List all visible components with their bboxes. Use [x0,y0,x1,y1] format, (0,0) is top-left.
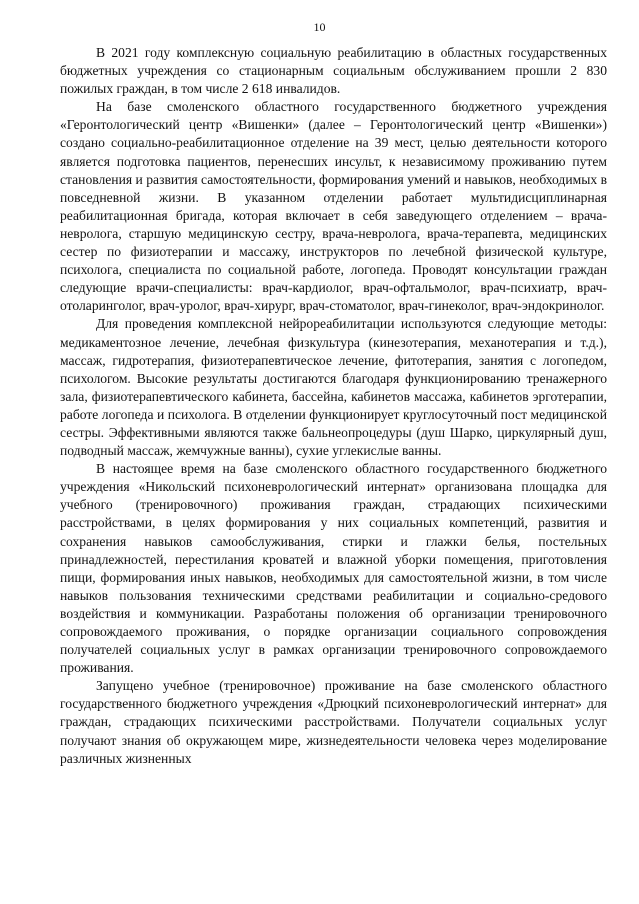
paragraph-nikolsky-internat: В настоящее время на базе смоленского областного государственного бюджетного учреждения «Никольский психоневрологический интернат» организована площадка для учебного (тренировочного) проживания граждан, страдающих психическими расстройствами, в целях формирования у них социальных компетенций, развития и сохранения навыков самообслуживания, стирки и глажки белья, постельных принадлежностей, перестилания кроватей и влажной уборки помещения, приготовления пищи, формирования иных навыков, необходимых для самостоятельной жизни, в том числе навыков пользования техническими средствами реабилитации и социально-средового воздействия и коммуникации. Разработаны положения об организации тренировочного сопровождаемого проживания, о порядке организации социального сопровождения получателей социальных услуг в рамках организации тренировочного сопровождаемого проживания. [60,461,607,676]
paragraph-neurorehabilitation-methods: Для проведения комплексной нейрореабилитации используются следующие методы: медикаментозное лечение, лечебная физкультура (кинезотерапия, механотерапия и т.д.), массаж, гидротерапия, физиотерапевтическое лечение, фитотерапия, занятия с логопедом, психологом. Высокие результаты достигаются благодаря функционированию тренажерного зала, физиотерапевтического кабинета, бассейна, кабинетов массажа, кабинетов эрготерапии, работе логопеда и психолога. В отделении функционирует круглосуточный пост медицинской сестры. Эффективными являются также бальнеопроцедуры (душ Шарко, циркулярный душ, подводный массаж, жемчужные ванны), сухие углекислые ванны. [60,316,607,459]
paragraph-dryutsky-internat: Запущено учебное (тренировочное) проживание на базе смоленского областного государственного бюджетного учреждения «Дрюцкий психоневрологический интернат» для граждан, страдающих психическими расстройствами. Получатели социальных услуг получают знания об окружающем мире, жизнедеятельности человека через моделирование различных жизненных [60,678,607,766]
page-number: 10 [313,20,326,34]
paragraph-vishenki-center: На базе смоленского областного государственного бюджетного учреждения «Геронтологический центр «Вишенки» (далее – Геронтологический центр «Вишенки») создано социально-реабилитационное отделение на 39 мест, целью деятельности которого является подготовка пациентов, перенесших инсульт, к независимому проживанию путем становления и развития самостоятельности, формирования умений и навыков, необходимых в повседневной жизни. В указанном отделении работает мультидисциплинарная реабилитационная бригада, которая включает в себя заведующего отделением – врача-невролога, старшую медицинскую сестру, врача-невролога, врача-терапевта, медицинских сестер по физиотерапии и массажу, инструкторов по лечебной физической культуре, психолога, специалиста по социальной работе, логопеда. Проводят консультации граждан следующие врачи-специалисты: врач-кардиолог, врач-офтальмолог, врач-психиатр, врач-отоларинголог, врач-уролог, врач-хирург, врач-стоматолог, врач-гинеколог, врач-эндокринолог. [60,99,607,314]
document-body [60,44,607,768]
paragraph-rehabilitation-stats: В 2021 году комплексную социальную реабилитацию в областных государственных бюджетных учреждения со стационарным социальным обслуживанием прошли 2 830 пожилых граждан, в том числе 2 618 инвалидов. [60,45,607,97]
